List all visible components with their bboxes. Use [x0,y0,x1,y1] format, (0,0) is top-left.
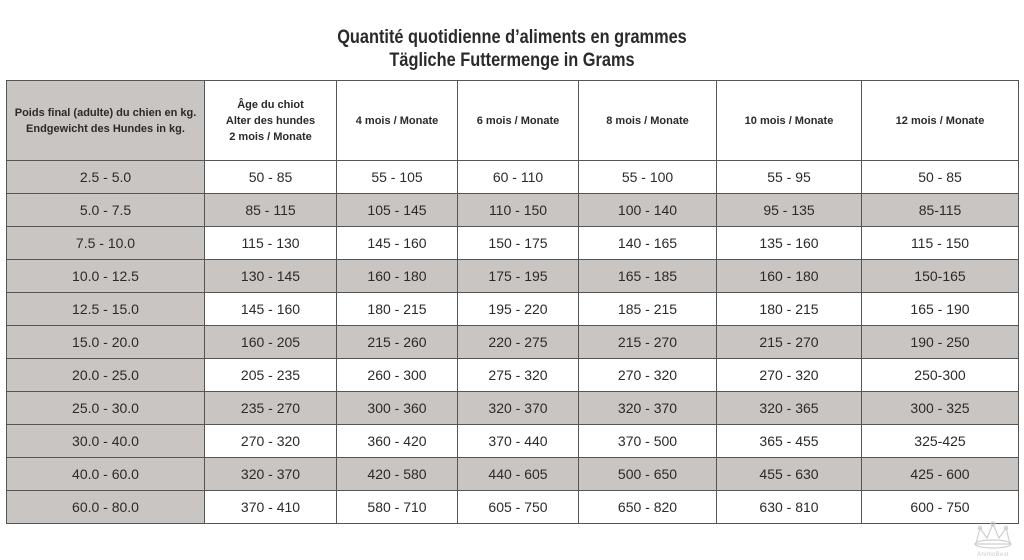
amount-cell: 165 - 190 [862,293,1019,326]
amount-cell: 425 - 600 [862,458,1019,491]
header-4-months: 4 mois / Monate [337,81,458,161]
amount-cell: 50 - 85 [862,161,1019,194]
amount-cell: 160 - 205 [205,326,337,359]
weight-cell: 10.0 - 12.5 [7,260,205,293]
amount-cell: 360 - 420 [337,425,458,458]
amount-cell: 145 - 160 [205,293,337,326]
header-10-months: 10 mois / Monate [717,81,862,161]
amount-cell: 180 - 215 [337,293,458,326]
weight-cell: 12.5 - 15.0 [7,293,205,326]
table-row [7,458,1019,491]
amount-cell: 105 - 145 [337,194,458,227]
amount-cell: 130 - 145 [205,260,337,293]
table-row [7,260,1019,293]
watermark-text: AnimoBest [977,552,1009,558]
amount-cell: 455 - 630 [717,458,862,491]
weight-cell: 5.0 - 7.5 [7,194,205,227]
amount-cell: 300 - 325 [862,392,1019,425]
amount-cell: 370 - 410 [205,491,337,524]
feeding-table [6,80,1019,524]
amount-cell: 370 - 440 [458,425,579,458]
weight-cell: 20.0 - 25.0 [7,359,205,392]
weight-cell: 30.0 - 40.0 [7,425,205,458]
header-weight-fr: Poids final (adulte) du chien en kg. [14,106,197,119]
amount-cell: 320 - 365 [717,392,862,425]
table-header-row [7,81,1019,161]
amount-cell: 55 - 105 [337,161,458,194]
table-row [7,326,1019,359]
weight-cell: 7.5 - 10.0 [7,227,205,260]
amount-cell: 150-165 [862,260,1019,293]
title-french: Quantité quotidienne d’aliments en grammes [337,27,687,48]
amount-cell: 175 - 195 [458,260,579,293]
amount-cell: 115 - 130 [205,227,337,260]
amount-cell: 85-115 [862,194,1019,227]
amount-cell: 185 - 215 [579,293,717,326]
amount-cell: 55 - 95 [717,161,862,194]
crown-icon [970,518,1016,552]
table-row [7,491,1019,524]
amount-cell: 190 - 250 [862,326,1019,359]
amount-cell: 55 - 100 [579,161,717,194]
amount-cell: 220 - 275 [458,326,579,359]
amount-cell: 270 - 320 [205,425,337,458]
weight-cell: 60.0 - 80.0 [7,491,205,524]
page-title [72,26,953,72]
amount-cell: 270 - 320 [717,359,862,392]
amount-cell: 135 - 160 [717,227,862,260]
amount-cell: 270 - 320 [579,359,717,392]
amount-cell: 370 - 500 [579,425,717,458]
header-6-months: 6 mois / Monate [458,81,579,161]
amount-cell: 275 - 320 [458,359,579,392]
weight-cell: 40.0 - 60.0 [7,458,205,491]
header-age-de: Alter des hundes [225,114,316,127]
table-row [7,392,1019,425]
amount-cell: 85 - 115 [205,194,337,227]
amount-cell: 165 - 185 [579,260,717,293]
title-german: Tägliche Futtermenge in Grams [389,50,635,71]
amount-cell: 50 - 85 [205,161,337,194]
table-row [7,359,1019,392]
amount-cell: 115 - 150 [862,227,1019,260]
amount-cell: 320 - 370 [458,392,579,425]
amount-cell: 300 - 360 [337,392,458,425]
table-row [7,194,1019,227]
amount-cell: 320 - 370 [579,392,717,425]
amount-cell: 215 - 260 [337,326,458,359]
table-body [7,161,1019,524]
table-row [7,425,1019,458]
header-age-fr: Âge du chiot [237,98,304,111]
amount-cell: 600 - 750 [862,491,1019,524]
amount-cell: 440 - 605 [458,458,579,491]
header-8-months: 8 mois / Monate [579,81,717,161]
header-age-2months: 2 mois / Monate [229,130,312,143]
watermark-logo [970,518,1016,558]
header-12-months: 12 mois / Monate [862,81,1019,161]
amount-cell: 325-425 [862,425,1019,458]
amount-cell: 630 - 810 [717,491,862,524]
amount-cell: 250-300 [862,359,1019,392]
amount-cell: 650 - 820 [579,491,717,524]
amount-cell: 145 - 160 [337,227,458,260]
amount-cell: 580 - 710 [337,491,458,524]
weight-cell: 2.5 - 5.0 [7,161,205,194]
amount-cell: 205 - 235 [205,359,337,392]
weight-cell: 15.0 - 20.0 [7,326,205,359]
amount-cell: 95 - 135 [717,194,862,227]
table-row [7,161,1019,194]
amount-cell: 320 - 370 [205,458,337,491]
table-row [7,227,1019,260]
amount-cell: 180 - 215 [717,293,862,326]
amount-cell: 60 - 110 [458,161,579,194]
table-row [7,293,1019,326]
header-weight-de: Endgewicht des Hundes in kg. [26,122,185,135]
amount-cell: 365 - 455 [717,425,862,458]
amount-cell: 235 - 270 [205,392,337,425]
amount-cell: 195 - 220 [458,293,579,326]
header-weight [7,81,205,161]
amount-cell: 100 - 140 [579,194,717,227]
header-age [205,81,337,161]
amount-cell: 110 - 150 [458,194,579,227]
amount-cell: 160 - 180 [717,260,862,293]
amount-cell: 150 - 175 [458,227,579,260]
amount-cell: 500 - 650 [579,458,717,491]
amount-cell: 160 - 180 [337,260,458,293]
amount-cell: 215 - 270 [579,326,717,359]
amount-cell: 605 - 750 [458,491,579,524]
amount-cell: 215 - 270 [717,326,862,359]
amount-cell: 260 - 300 [337,359,458,392]
weight-cell: 25.0 - 30.0 [7,392,205,425]
amount-cell: 140 - 165 [579,227,717,260]
amount-cell: 420 - 580 [337,458,458,491]
